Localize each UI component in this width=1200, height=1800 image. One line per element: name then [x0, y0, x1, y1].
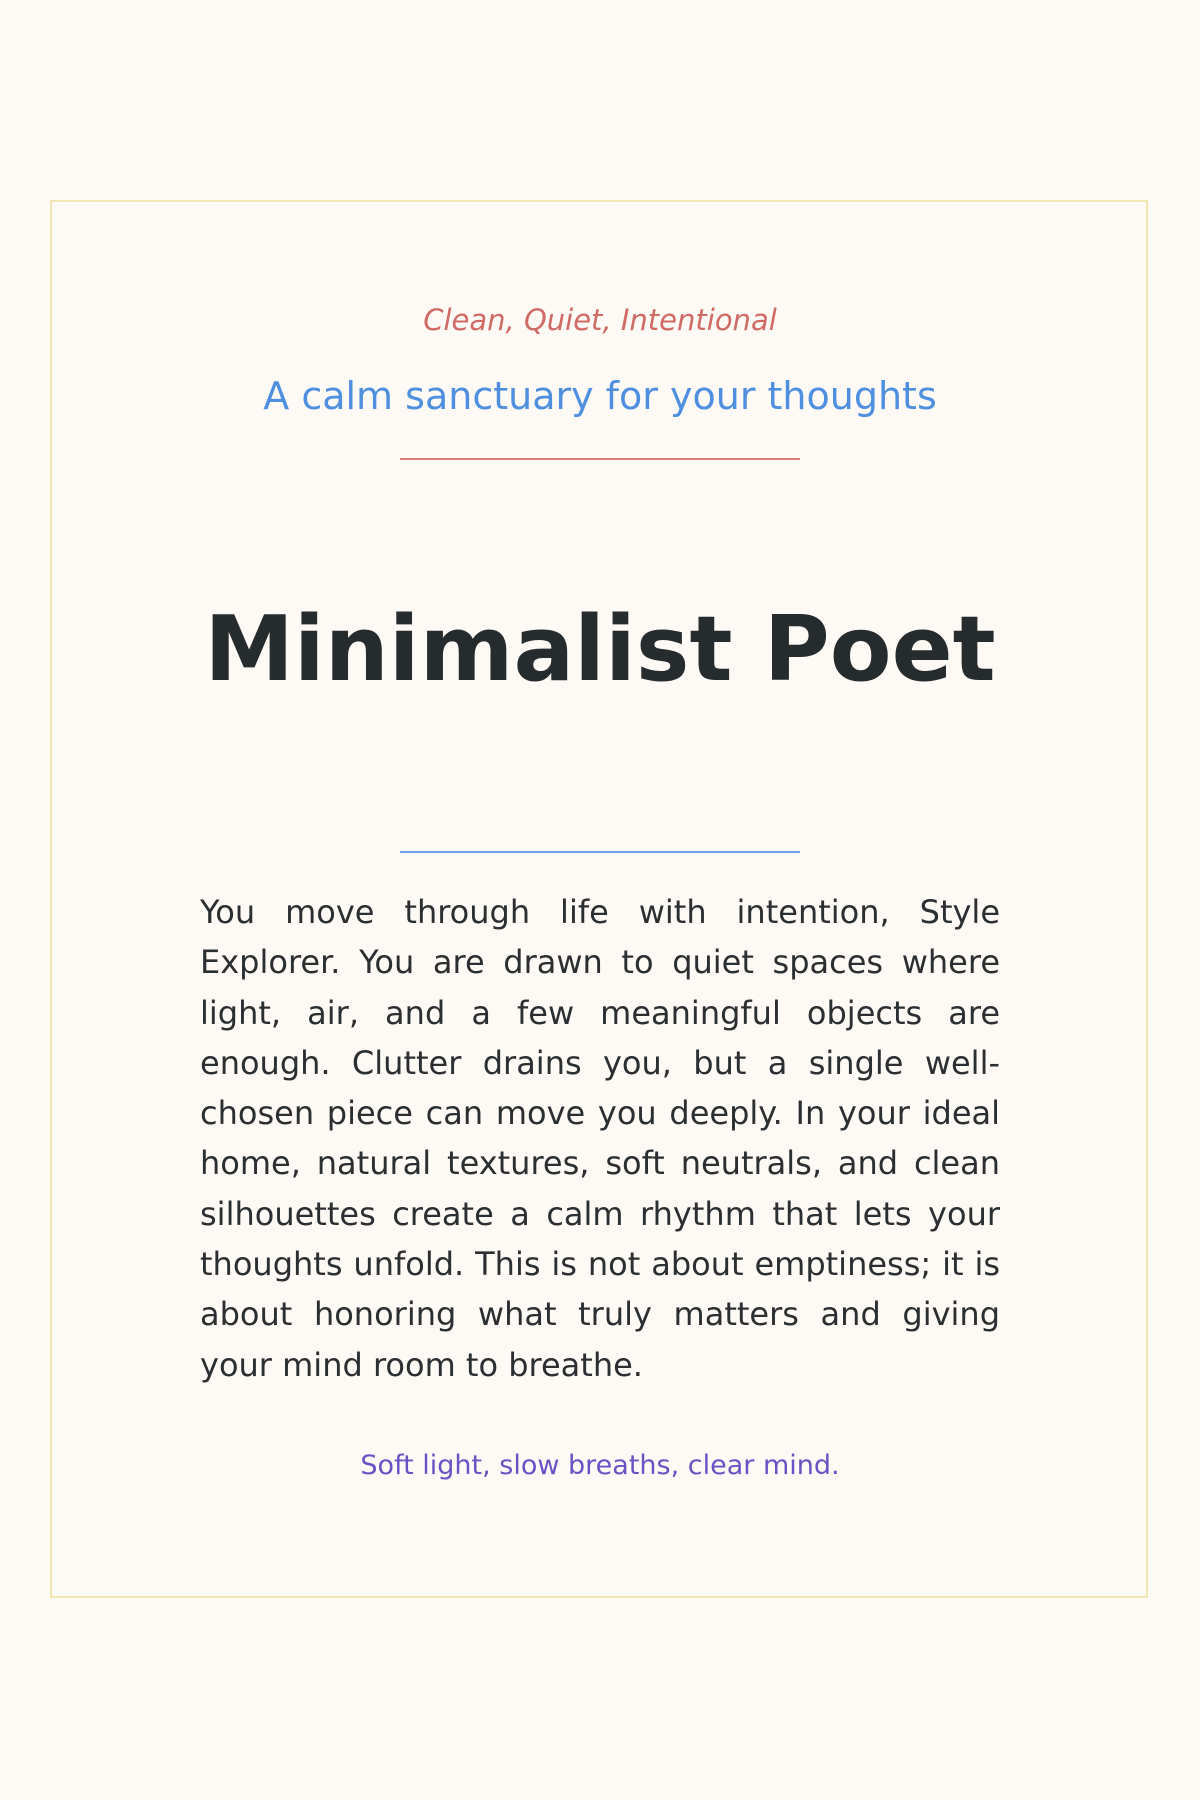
bottom-divider [400, 851, 800, 853]
subtitle: A calm sanctuary for your thoughts [263, 374, 937, 418]
page-title: Minimalist Poet [204, 597, 996, 702]
closing-line: Soft light, slow breaths, clear mind. [360, 1450, 840, 1481]
tagline: Clean, Quiet, Intentional [423, 303, 777, 337]
top-divider [400, 458, 800, 460]
description-text: You move through life with intention, Style Explorer. You are drawn to quiet spaces where light, air, and a few meaningful objects are enough. Clutter drains you, but a single well-chosen piece can move you deeply. In your ideal home, natural textures, soft neutrals, and clean silhouettes create a calm rhythm that lets your thoughts unfold. This is not about emptiness; it is about honoring what truly matters and giving your mind room to breathe. [200, 893, 1000, 1384]
